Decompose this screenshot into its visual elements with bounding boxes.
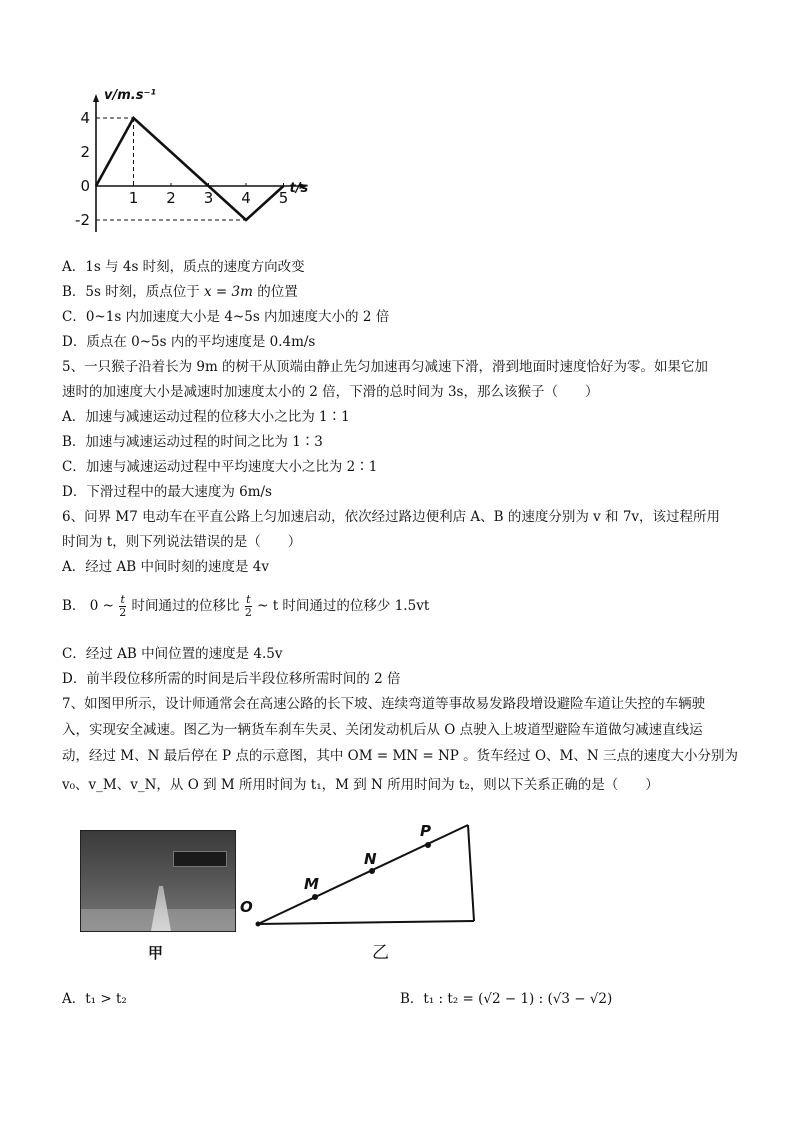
y-tick-label: -2 xyxy=(75,211,90,229)
y-tick-label: 2 xyxy=(80,143,90,161)
figure-yi-diagram xyxy=(240,815,490,935)
q4-option-c: C．0~1s 内加速度大小是 4~5s 内加速度大小的 2 倍 xyxy=(62,309,390,325)
point-p-label: P xyxy=(420,822,431,840)
q6-option-a: A．经过 AB 中间时刻的速度是 4v xyxy=(62,559,270,575)
point-n-label: N xyxy=(364,850,377,868)
x-tick-label: 4 xyxy=(241,189,251,207)
fraction-t-over-2: $\frac{t}{2}$ xyxy=(119,593,127,619)
vt-chart xyxy=(75,85,330,245)
q7-stem-line2: 入，实现安全减速。图乙为一辆货车刹车失灵、关闭发动机后从 O 点驶入上坡道型避险车道做匀减速直线运 xyxy=(62,722,703,738)
figure-jia-photo xyxy=(80,830,236,932)
x-tick-label: 3 xyxy=(203,189,214,207)
q5-stem-line2: 速时的加速度大小是减速时加速度太小的 2 倍，下滑的总时间为 3s，那么该猴子（ ） xyxy=(62,384,599,400)
q5-option-c: C．加速与减速运动过程中平均速度大小之比为 2∶1 xyxy=(62,459,378,475)
q5-stem-line1: 5、一只猴子沿着长为 9m 的树干从顶端由静止先匀加速再匀减速下滑，滑到地面时速度恰好为零。如果它加 xyxy=(62,359,709,375)
figure-jia-caption: 甲 xyxy=(148,944,164,962)
q7-stem-line1: 7、如图甲所示，设计师通常会在高速公路的长下坡、连续弯道等事故易发路段增设避险车道让失控的车辆驶 xyxy=(62,696,706,712)
q4-option-b: B．5s 时刻，质点位于 x = 3m 的位置 xyxy=(62,284,298,300)
q7-stem-line4: v₀、v_M、v_N，从 O 到 M 所用时间为 t₁，M 到 N 所用时间为 t₂，则以下关系正确的是（ ） xyxy=(62,777,659,793)
q6-stem-line1: 6、问界 M7 电动车在平直公路上匀加速启动，依次经过路边便利店 A、B 的速度分别为 v 和 7v，该过程所用 xyxy=(62,509,721,525)
point-m-label: M xyxy=(304,875,319,893)
velocity-line xyxy=(96,118,284,220)
q5-option-b: B．加速与减速运动过程的时间之比为 1∶3 xyxy=(62,434,323,450)
q7-stem-line3: 动，经过 M、N 最后停在 P 点的示意图，其中 OM = MN = NP 。货车经过 O、M、N 三点的速度大小分别为 xyxy=(62,748,738,764)
q5-option-a: A．加速与减速运动过程的位移大小之比为 1∶1 xyxy=(62,409,350,425)
y-tick-label: 4 xyxy=(80,109,90,127)
q4-option-a: A．1s 与 4s 时刻，质点的速度方向改变 xyxy=(62,259,305,275)
q6-option-c: C．经过 AB 中间位置的速度是 4.5v xyxy=(62,646,283,662)
y-axis-arrow xyxy=(93,94,99,102)
y-tick-label: 0 xyxy=(80,177,90,195)
y-axis-label: v/m.s⁻¹ xyxy=(104,88,156,103)
q7-option-b: B．t₁ : t₂ = (√2 − 1) : (√3 − √2) xyxy=(400,991,613,1007)
x-axis-label: t/s xyxy=(289,181,309,196)
x-tick-label: 1 xyxy=(128,189,139,207)
q6-option-b: B． 0 ~ $\frac{t}{2}$ 时间通过的位移比 $\frac{t}{2}$ ~ t 时间通过的位移少 1.5vt xyxy=(62,593,430,619)
fraction-t-over-2: $\frac{t}{2}$ xyxy=(244,593,252,619)
q5-option-d: D．下滑过程中的最大速度为 6m/s xyxy=(62,484,272,500)
point-o-label: O xyxy=(240,898,253,916)
figure-yi-caption: 乙 xyxy=(372,943,389,963)
x-tick-label: 2 xyxy=(166,189,176,207)
q7-option-a: A．t₁ > t₂ xyxy=(62,991,127,1007)
q4-option-d: D．质点在 0~5s 内的平均速度是 0.4m/s xyxy=(62,334,316,350)
q6-option-d: D．前半段位移所需的时间是后半段位移所需时间的 2 倍 xyxy=(62,671,401,687)
x-tick-label: 5 xyxy=(278,189,289,207)
q6-stem-line2: 时间为 t，则下列说法错误的是（ ） xyxy=(62,534,302,550)
